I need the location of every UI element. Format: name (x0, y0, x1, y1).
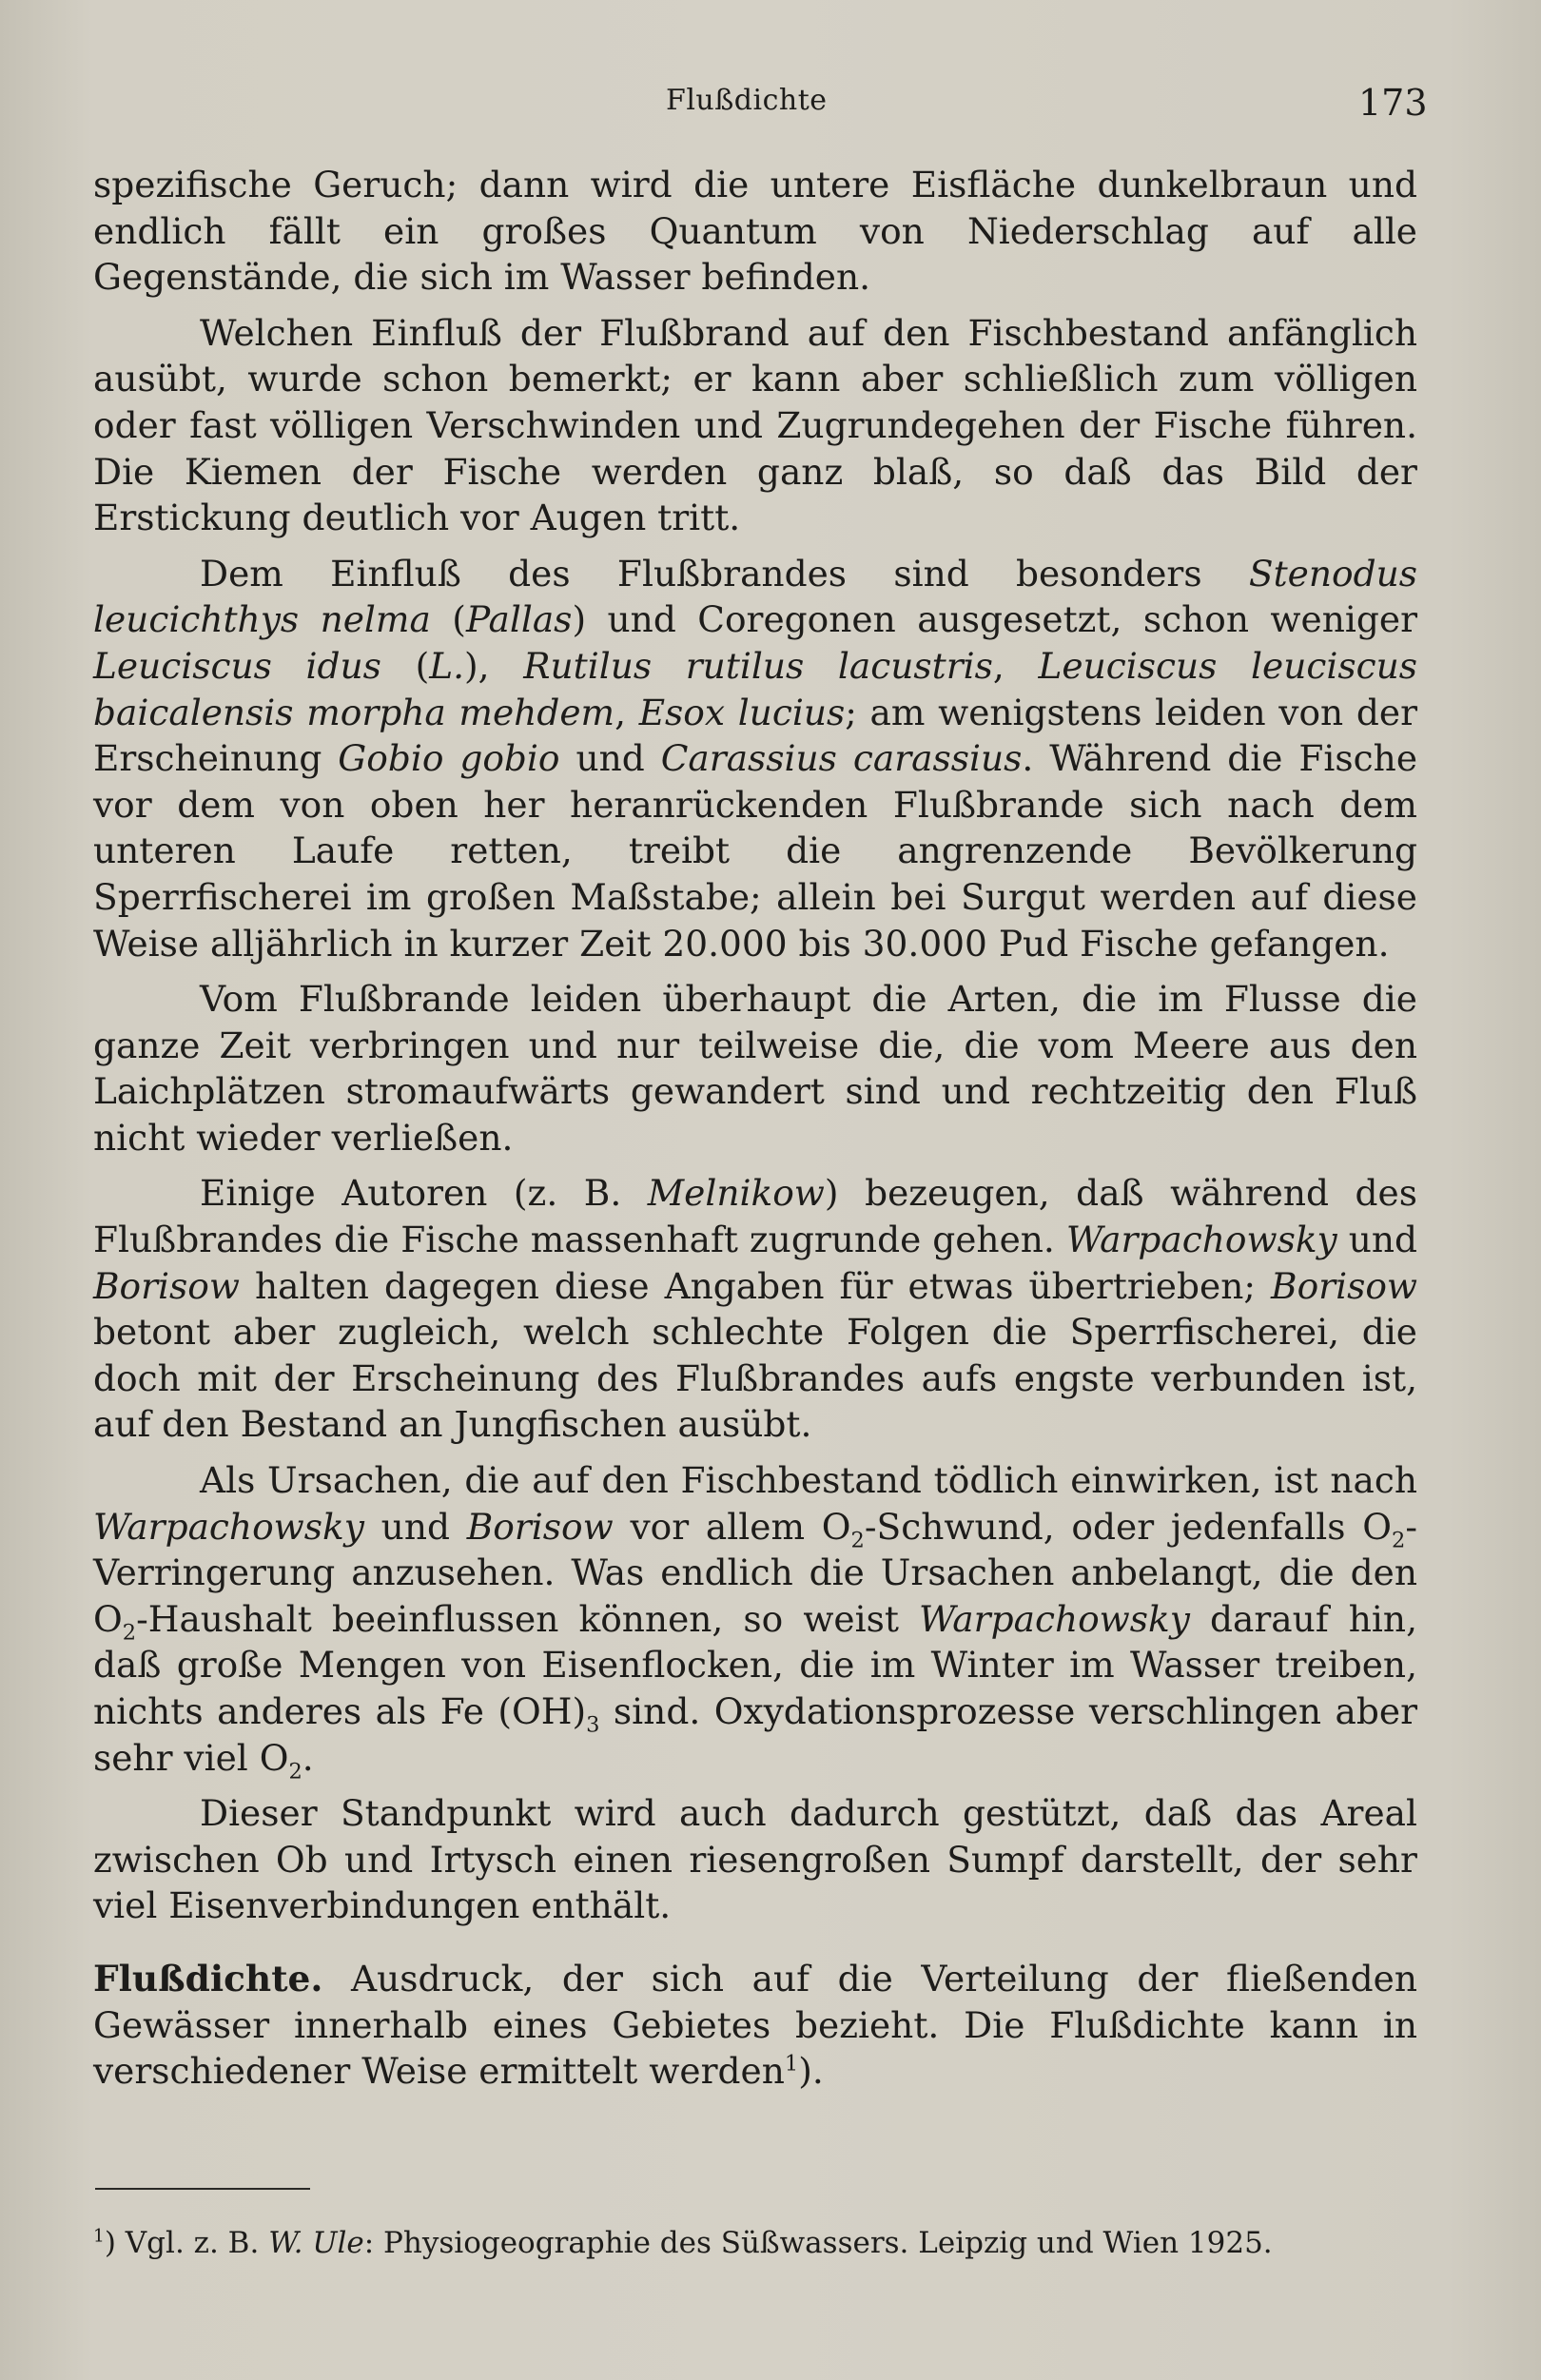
subscript: 2 (1392, 1528, 1406, 1553)
text-run: ) Vgl. z. B. (104, 2226, 269, 2260)
paragraph (93, 976, 1417, 1161)
italic-name: Warpachowsky (93, 1505, 364, 1548)
text-run: spezifische Geruch; dann wird die untere Eisfläche dunkelbraun und endlich fällt ein großes Quantum von Niederschlag auf alle Gegenstände, die sich im Wasser befinden. (93, 164, 1417, 299)
body-text (93, 162, 1417, 2095)
text-run: -Schwund, oder jedenfalls O (864, 1505, 1392, 1548)
italic-name: Warpachowsky (1065, 1219, 1337, 1261)
italic-name: L. (429, 644, 465, 687)
subscript: 2 (850, 1528, 865, 1553)
italic-name: W. Ule (268, 2226, 364, 2260)
paragraph (93, 1457, 1417, 1785)
italic-name: Stenodus leucichthys nelma (93, 552, 1417, 641)
text-run: Einige Autoren (z. B. (200, 1172, 648, 1215)
text-run: ). (798, 2050, 824, 2093)
italic-name: Borisow (466, 1505, 614, 1548)
text-run: Vom Flußbrande leiden überhaupt die Arten, die im Flusse die ganze Zeit verbringen und nur teilweise die, die vom Meere aus den Laichplätzen stromaufwärts gewandert sind und rechtzeitig den Fluß nicht wieder verließen. (93, 978, 1417, 1159)
paragraph (93, 551, 1417, 966)
italic-name: Rutilus rutilus lacustris (523, 644, 993, 687)
text-run: ) und Coregonen ausgesetzt, schon weniger (572, 598, 1417, 641)
italic-name: Borisow (93, 1264, 240, 1307)
italic-name: Leuciscus idus (93, 644, 381, 687)
text-run: , (992, 644, 1039, 687)
text-run: und (1336, 1219, 1418, 1261)
text-run: : Physiogeographie des Süßwassers. Leipzig und Wien 1925. (363, 2226, 1273, 2260)
subscript: 3 (586, 1712, 600, 1738)
text-run: Dem Einfluß des Flußbrandes sind besonders (200, 552, 1249, 595)
text-run: -Verringerung anzusehen. Was endlich die Ursachen anbelangt, die den O (93, 1505, 1417, 1640)
footnote-rule (95, 2188, 310, 2190)
paragraph (93, 310, 1417, 541)
footnote-marker: 1 (784, 2051, 799, 2077)
text-run: Als Ursachen, die auf den Fischbestand tödlich einwirken, ist nach (200, 1459, 1417, 1502)
text-run: vor allem O (613, 1505, 851, 1548)
entry-headword: Flußdichte. (93, 1957, 323, 2000)
footnote-marker: 1 (93, 2226, 105, 2247)
text-run: Welchen Einfluß der Flußbrand auf den Fischbestand anfänglich ausübt, wurde schon bemerkt; er kann aber schließlich zum völligen oder fast völligen Verschwinden und Zugrundegehen der Fische führen. Die Kiemen der Fische werden ganz blaß, so daß das Bild der Erstickung deutlich vor Augen tritt. (93, 311, 1417, 539)
italic-name: Melnikow (647, 1172, 825, 1215)
italic-name: Leuciscus leuciscus baicalensis morpha mehdem (93, 644, 1417, 733)
text-run: darauf hin, daß große Mengen von Eisenflocken, die im Winter im Wasser treiben, nichts anderes als Fe (OH) (93, 1597, 1417, 1732)
subscript: 2 (288, 1759, 302, 1785)
running-title: Flußdichte (666, 84, 828, 117)
text-run: Ausdruck, der sich auf die Verteilung der fließenden Gewässer innerhalb eines Gebietes bezieht. Die Flußdichte kann in verschiedener Weise ermittelt werden (93, 1957, 1417, 2093)
italic-name: Carassius carassius (660, 737, 1023, 780)
text-run: ) bezeugen, daß während des Flußbrandes die Fische massenhaft zugrunde gehen. (93, 1172, 1417, 1261)
text-run: Dieser Standpunkt wird auch dadurch gestützt, daß das Areal zwischen Ob und Irtysch einen riesengroßen Sumpf darstellt, der sehr viel Eisenverbindungen enthält. (93, 1792, 1417, 1927)
paragraph (93, 1790, 1417, 1929)
text-run: betont aber zugleich, welch schlechte Folgen die Sperrfischerei, die doch mit der Erscheinung des Flußbrandes aufs engste verbunden ist, auf den Bestand an Jungfischen ausübt. (93, 1311, 1417, 1446)
italic-name: Warpachowsky (919, 1597, 1190, 1640)
italic-name: Gobio gobio (338, 737, 560, 780)
text-run: , (614, 691, 639, 733)
text-run: ; am wenigstens leiden von der Erscheinung (93, 691, 1417, 780)
paragraph (93, 1170, 1417, 1448)
text-run: halten dagegen diese Angaben für etwas übertrieben; (239, 1264, 1272, 1307)
paragraph (93, 162, 1417, 301)
italic-name: Pallas (465, 598, 573, 641)
subscript: 2 (122, 1620, 137, 1646)
italic-name: Esox lucius (638, 691, 846, 733)
text-run: und (363, 1505, 467, 1548)
text-run: ( (380, 644, 430, 687)
page-number: 173 (1358, 82, 1428, 124)
italic-name: Borisow (1271, 1264, 1417, 1307)
text-run: . (302, 1736, 314, 1779)
dictionary-entry-flussdichte (93, 1956, 1417, 2095)
footnote (93, 2222, 1417, 2264)
text-run: -Haushalt beeinflussen können, so weist (136, 1597, 920, 1640)
page-header (0, 78, 1541, 135)
text-run: ( (430, 598, 466, 641)
text-run: und (559, 737, 661, 780)
text-run: ), (464, 644, 524, 687)
text-run: . Während die Fische vor dem von oben her heranrückenden Flußbrande sich nach dem unteren Laufe retten, treibt die angrenzende Bevölkerung Sperrfischerei im großen Maßstabe; allein bei Surgut werden auf diese Weise alljährlich in kurzer Zeit 20.000 bis 30.000 Pud Fische gefangen. (93, 737, 1418, 965)
text-run: sind. Oxydationsprozesse verschlingen aber sehr viel O (93, 1690, 1417, 1779)
